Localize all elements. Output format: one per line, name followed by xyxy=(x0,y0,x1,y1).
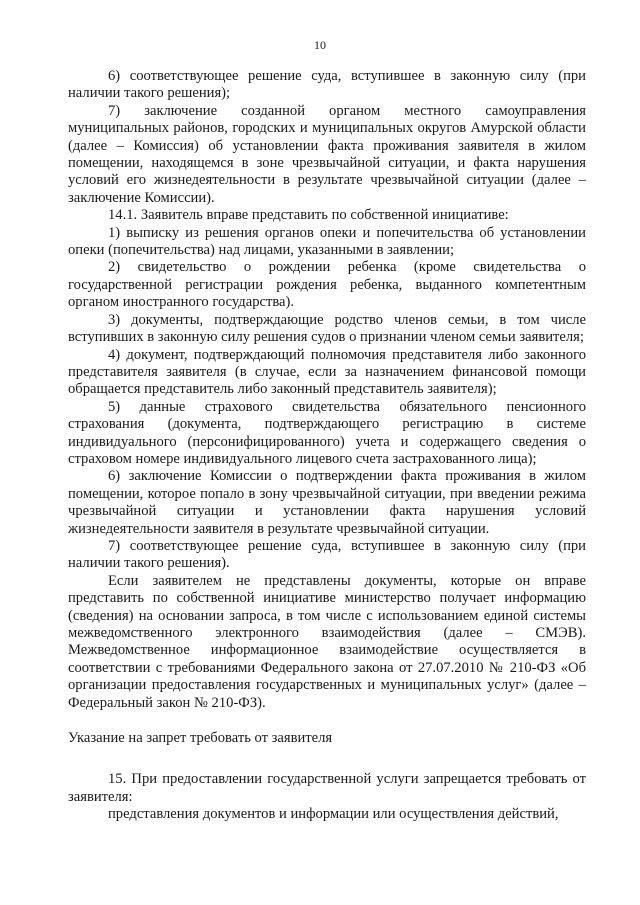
paragraph: представления документов и информации или осуществления действий, xyxy=(108,806,559,823)
paragraph: 6) заключение Комиссии о подтверждении факта проживания в жилом помещении, которое попало в зону чрезвычайной ситуации, при введении режима чрезвычайной ситуации и установлении факта нарушения условий жизнедеятельности заявителя в результате чрезвычайной ситуации. xyxy=(68,468,586,537)
paragraph: 15. При предоставлении государственной услуги запрещается требовать от заявителя: xyxy=(68,771,586,805)
page-number: 10 xyxy=(314,38,326,52)
section-heading: Указание на запрет требовать от заявителя xyxy=(68,730,333,747)
paragraph: 5) данные страхового свидетельства обязательного пенсионного страхования (документа, подтверждающего регистрацию в системе индивидуального (персонифицированного) учета и содержащего сведения о страховом номере индивидуального лицевого счета застрахованного лица); xyxy=(68,398,586,467)
paragraph: 7) заключение созданной органом местного самоуправления муниципальных районов, городских и муниципальных округов Амурской области (далее – Комиссия) об установлении факта проживания заявителя в жилом помещении, находящемся в зоне чрезвычайной ситуации, и факта нарушения условий его жизнедеятельности в результате чрезвычайной ситуации (далее – заключение Комиссии). xyxy=(68,102,586,206)
paragraph: 2) свидетельство о рождении ребенка (кроме свидетельства о государственной регистрации рождения ребенка, выданного компетентным органом иностранного государства). xyxy=(68,259,586,311)
paragraph: Если заявителем не представлены документы, которые он вправе представить по собственной инициативе министерство получает информацию (сведения) на основании запроса, в том числе с использованием единой системы межведомственного электронного взаимодействия (далее – СМЭВ). Межведомственное информационное взаимодействие осуществляется в соответствии с требованиями Федерального закона от 27.07.2010 № 210-ФЗ «Об организации предоставления государственных и муниципальных услуг» (далее – Федеральный закон № 210-ФЗ). xyxy=(68,572,586,711)
paragraph: 1) выписку из решения органов опеки и попечительства об установлении опеки (попечительства) над лицами, указанными в заявлении; xyxy=(68,224,586,259)
paragraph: 7) соответствующее решение суда, вступившее в законную силу (при наличии такого решения). xyxy=(68,537,586,572)
document-body xyxy=(68,68,586,824)
paragraph: 6) соответствующее решение суда, вступившее в законную силу (при наличии такого решения); xyxy=(68,68,586,102)
paragraph: 14.1. Заявитель вправе представить по собственной инициативе: xyxy=(108,207,509,224)
paragraph: 4) документ, подтверждающий полномочия представителя либо законного представителя заявителя (в случае, если за назначением финансовой помощи обращается представитель либо законный представитель заявителя); xyxy=(68,346,586,398)
paragraph: 3) документы, подтверждающие родство членов семьи, в том числе вступивших в законную силу решения судов о признании членом семьи заявителя; xyxy=(68,311,586,346)
